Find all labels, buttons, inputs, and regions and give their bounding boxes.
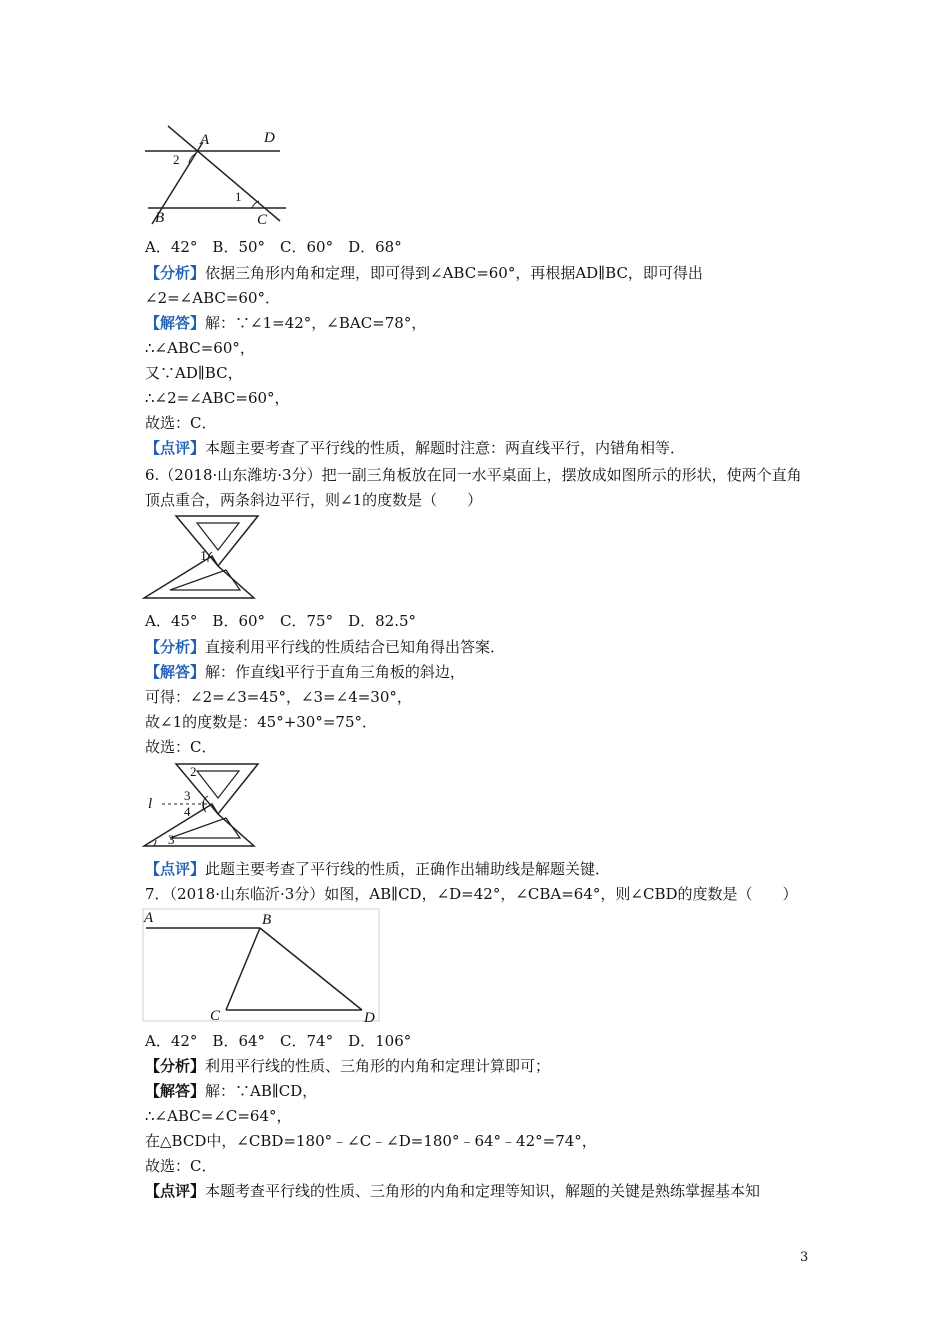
q6-solution-l2: 可得：∠2=∠3=45°，∠3=∠4=30°， [145, 688, 412, 706]
label-C: C [210, 1008, 221, 1024]
q6-analysis [145, 637, 505, 657]
solution-tag: 【解答】 [145, 663, 206, 681]
analysis-text: 利用平行线的性质、三角形的内角和定理计算即可； [205, 1057, 551, 1075]
q6-solution-l4: 故选：C． [145, 738, 217, 756]
q5-solution-l4: ∴∠2=∠ABC=60°， [145, 389, 290, 407]
solution-tag: 【解答】 [145, 1082, 206, 1100]
q6-stem: 6.（2018·山东潍坊·3分）把一副三角板放在同一水平桌面上，摆放成如图所示的形状，使两个直角顶点重合，两条斜边平行，则∠1的度数是（ ） [145, 466, 802, 509]
q5-solution-l3: 又∵AD∥BC， [145, 364, 243, 382]
analysis-tag: 【分析】 [145, 264, 206, 282]
q7-solution-l4: 故选：C． [145, 1157, 217, 1175]
q5-solution [145, 313, 426, 333]
analysis-tag: 【分析】 [145, 638, 206, 656]
page-number: 3 [800, 1250, 809, 1265]
label-angle-3-lower: 3 [168, 832, 175, 847]
figure-set-squares-auxiliary [142, 760, 262, 852]
label-angle-1: 1 [235, 189, 242, 204]
label-angle-1: 1 [200, 549, 207, 564]
solution-text: 解：∵AB∥CD， [205, 1082, 318, 1100]
solution-text: 解：作直线l平行于直角三角板的斜边， [205, 663, 465, 681]
q7-comment [145, 1181, 760, 1201]
q5-solution-l2: ∴∠ABC=60°， [145, 339, 255, 357]
analysis-text: 依据三角形内角和定理，即可得到∠ABC=60°，再根据AD∥BC，即可得出 [205, 264, 703, 282]
label-B: B [262, 912, 272, 928]
comment-tag: 【点评】 [145, 439, 206, 457]
q7-stem: 7．（2018·山东临沂·3分）如图，AB∥CD，∠D=42°，∠CBA=64°，则∠CBD的度数是（ ） [145, 885, 798, 903]
label-D: D [264, 130, 275, 146]
q6-options: A．45° B．60° C．75° D．82.5° [145, 612, 417, 630]
label-angle-2: 2 [190, 764, 197, 779]
solution-tag: 【解答】 [145, 314, 206, 332]
figure-trapezoid-triangle [142, 908, 382, 1024]
q6-solution [145, 662, 465, 682]
comment-text: 此题主要考查了平行线的性质，正确作出辅助线是解题关键． [205, 860, 611, 878]
q5-solution-l5: 故选：C． [145, 414, 217, 432]
label-C: C [257, 212, 268, 228]
comment-text: 本题主要考查了平行线的性质，解题时注意：两直线平行，内错角相等． [205, 439, 686, 457]
label-angle-3-upper: 3 [184, 788, 191, 803]
analysis-text: 直接利用平行线的性质结合已知角得出答案． [205, 638, 506, 656]
q6-solution-l3: 故∠1的度数是：45°+30°=75°． [145, 713, 378, 731]
q7-solution-l3: 在△BCD中，∠CBD=180°﹣∠C﹣∠D=180°﹣64°﹣42°=74°， [145, 1132, 597, 1150]
comment-tag: 【点评】 [145, 1182, 206, 1200]
figure-set-squares [142, 512, 262, 602]
q7-solution [145, 1081, 317, 1101]
q7-solution-l2: ∴∠ABC=∠C=64°， [145, 1107, 292, 1125]
q5-comment [145, 438, 685, 458]
q7-analysis [145, 1056, 550, 1076]
label-angle-2: 2 [173, 152, 180, 167]
label-B: B [155, 210, 165, 226]
q5-analysis-cont: ∠2=∠ABC=60°． [145, 289, 281, 307]
solution-text: 解：∵∠1=42°，∠BAC=78°， [205, 314, 427, 332]
q5-analysis [145, 263, 703, 283]
label-D: D [364, 1010, 375, 1024]
figure-parallel-lines-triangle [140, 124, 290, 228]
label-angle-4: 4 [184, 804, 191, 819]
analysis-tag: 【分析】 [145, 1057, 206, 1075]
label-A: A [144, 910, 154, 926]
comment-text: 本题考查平行线的性质、三角形的内角和定理等知识，解题的关键是熟练掌握基本知 [205, 1182, 761, 1200]
q5-options: A．42° B．50° C．60° D．68° [145, 238, 402, 256]
label-angle-1: 1 [200, 798, 207, 813]
label-A: A [200, 132, 210, 148]
label-line-l: l [148, 796, 153, 812]
q7-options: A．42° B．64° C．74° D．106° [145, 1032, 412, 1050]
q6-comment [145, 859, 610, 879]
comment-tag: 【点评】 [145, 860, 206, 878]
